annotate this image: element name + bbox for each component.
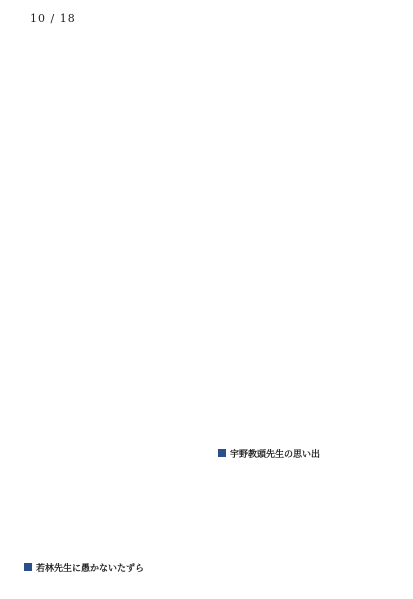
- paragraph: [24, 322, 197, 382]
- text-columns: [24, 40, 391, 588]
- paragraph: [218, 40, 391, 100]
- paragraph: [218, 468, 391, 528]
- section-heading-uno: [218, 446, 391, 460]
- paragraph: [24, 520, 197, 544]
- section-heading-text: 宇野教頭先生の思い出: [230, 449, 321, 460]
- left-column: [24, 40, 197, 588]
- paragraph: [24, 454, 197, 514]
- square-bullet-icon: [24, 563, 32, 571]
- paragraph: [24, 582, 197, 588]
- paragraph: [218, 304, 391, 364]
- paragraph: [218, 534, 391, 588]
- paragraph: [24, 94, 197, 154]
- paragraph: [218, 106, 391, 166]
- square-bullet-icon: [218, 449, 226, 457]
- paragraph: [24, 58, 197, 70]
- paragraph: [218, 370, 391, 430]
- section-heading-wakabayashi: [24, 560, 197, 574]
- paragraph: [218, 172, 391, 232]
- paragraph: [24, 256, 197, 316]
- paragraph: [24, 160, 197, 184]
- paragraph: [218, 238, 391, 298]
- section-heading-text: 若林先生に愚かないたずら: [36, 563, 145, 574]
- paragraph: [24, 40, 197, 52]
- paragraph: [24, 76, 197, 88]
- page-number: 10 / 18: [30, 12, 76, 25]
- paragraph: [24, 388, 197, 448]
- right-column: [218, 40, 391, 588]
- paragraph: [24, 190, 197, 250]
